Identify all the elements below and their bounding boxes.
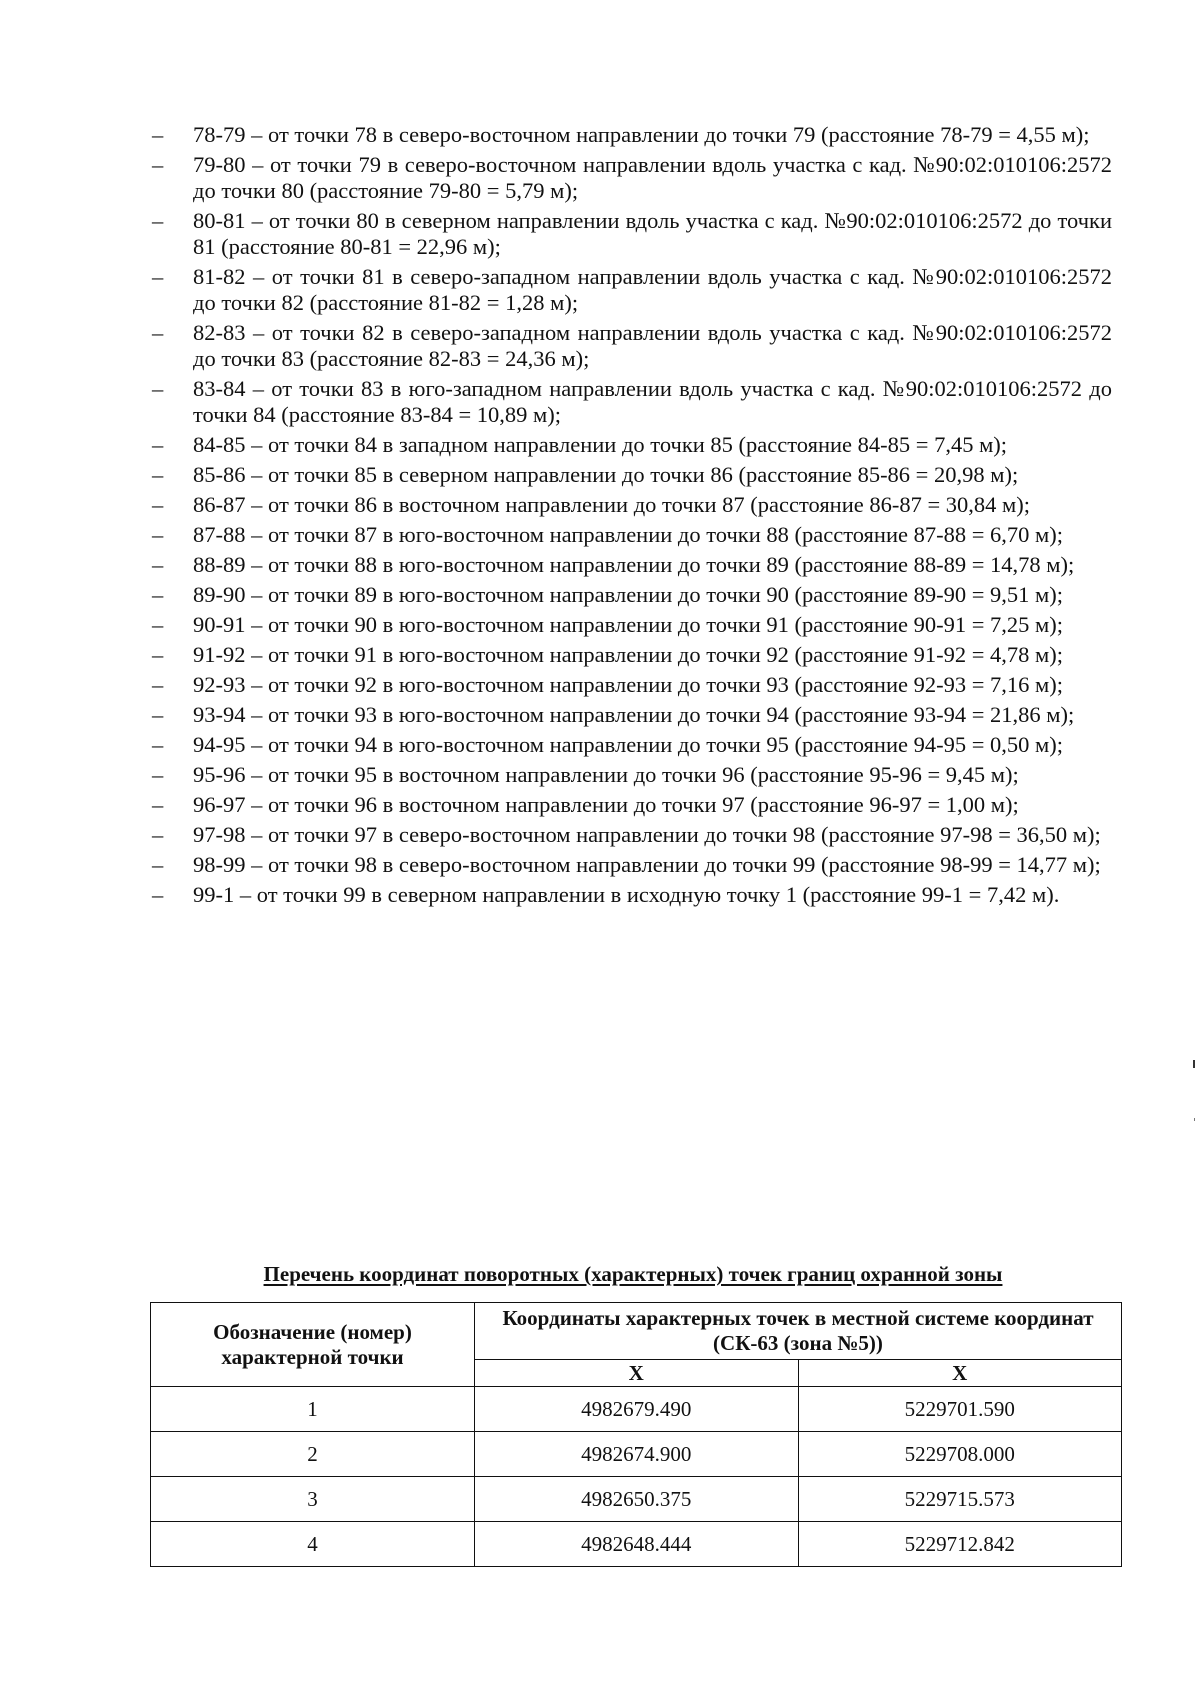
x2-coordinate-cell: 5229708.000 xyxy=(798,1432,1122,1477)
segment-item xyxy=(152,612,1112,638)
segment-text: 82-83 – от точки 82 в северо-западном направлении вдоль участка с кад. №90:02:010106:2572 до точки 83 (расстояние 82-83 = 24,36 м); xyxy=(193,320,1112,371)
list-dash: – xyxy=(152,462,164,487)
segment-text: 79-80 – от точки 79 в северо-восточном направлении вдоль участка с кад. №90:02:010106:2572 до точки 80 (расстояние 79-80 = 5,79 м); xyxy=(193,152,1112,203)
table-row xyxy=(151,1477,1122,1522)
list-dash: – xyxy=(152,822,164,847)
list-dash: – xyxy=(152,582,164,607)
point-number-cell: 1 xyxy=(151,1387,475,1432)
segment-item xyxy=(152,462,1112,488)
table-row xyxy=(151,1432,1122,1477)
header-point-number: Обозначение (номер) характерной точки xyxy=(151,1303,475,1387)
segment-text: 84-85 – от точки 84 в западном направлении до точки 85 (расстояние 84-85 = 7,45 м); xyxy=(193,432,1008,457)
list-dash: – xyxy=(152,792,164,817)
segment-item xyxy=(152,522,1112,548)
coordinates-table xyxy=(150,1302,1122,1567)
header-x-column: X xyxy=(475,1360,799,1387)
segment-text: 99-1 – от точки 99 в северном направлении в исходную точку 1 (расстояние 99-1 = 7,42 м). xyxy=(193,882,1060,907)
list-dash: – xyxy=(152,612,164,637)
list-dash: – xyxy=(152,264,164,289)
list-dash: – xyxy=(152,432,164,457)
segment-item xyxy=(152,582,1112,608)
point-number-cell: 3 xyxy=(151,1477,475,1522)
point-number-cell: 4 xyxy=(151,1522,475,1567)
header-coordinates: Координаты характерных точек в местной системе координат (СК-63 (зона №5)) xyxy=(475,1303,1122,1360)
list-dash: – xyxy=(152,702,164,727)
segment-text: 83-84 – от точки 83 в юго-западном направлении вдоль участка с кад. №90:02:010106:2572 до точки 84 (расстояние 83-84 = 10,89 м); xyxy=(193,376,1112,427)
x-coordinate-cell: 4982648.444 xyxy=(475,1522,799,1567)
segment-item xyxy=(152,152,1112,204)
list-dash: – xyxy=(152,492,164,517)
x2-coordinate-cell: 5229701.590 xyxy=(798,1387,1122,1432)
segment-item xyxy=(152,822,1112,848)
list-dash: – xyxy=(152,152,164,177)
segment-text: 85-86 – от точки 85 в северном направлении до точки 86 (расстояние 85-86 = 20,98 м); xyxy=(193,462,1019,487)
segment-item xyxy=(152,792,1112,818)
segment-item xyxy=(152,208,1112,260)
point-number-cell: 2 xyxy=(151,1432,475,1477)
segment-item xyxy=(152,376,1112,428)
segment-item xyxy=(152,762,1112,788)
list-dash: – xyxy=(152,208,164,233)
x-coordinate-cell: 4982674.900 xyxy=(475,1432,799,1477)
segment-text: 86-87 – от точки 86 в восточном направлении до точки 87 (расстояние 86-87 = 30,84 м); xyxy=(193,492,1031,517)
segment-text: 89-90 – от точки 89 в юго-восточном направлении до точки 90 (расстояние 89-90 = 9,51 м); xyxy=(193,582,1064,607)
segment-text: 94-95 – от точки 94 в юго-восточном направлении до точки 95 (расстояние 94-95 = 0,50 м); xyxy=(193,732,1064,757)
x2-coordinate-cell: 5229712.842 xyxy=(798,1522,1122,1567)
segment-text: 81-82 – от точки 81 в северо-западном направлении вдоль участка с кад. №90:02:010106:2572 до точки 82 (расстояние 81-82 = 1,28 м); xyxy=(193,264,1112,315)
segment-item xyxy=(152,432,1112,458)
segment-item xyxy=(152,672,1112,698)
segment-item xyxy=(152,732,1112,758)
table-title: Перечень координат поворотных (характерных) точек границ охранной зоны xyxy=(263,1262,1003,1286)
segment-item xyxy=(152,552,1112,578)
segment-text: 97-98 – от точки 97 в северо-восточном направлении до точки 98 (расстояние 97-98 = 36,50 м); xyxy=(193,822,1101,847)
segment-item xyxy=(152,320,1112,372)
segment-text: 98-99 – от точки 98 в северо-восточном направлении до точки 99 (расстояние 98-99 = 14,77 м); xyxy=(193,852,1101,877)
list-dash: – xyxy=(152,732,164,757)
x2-coordinate-cell: 5229715.573 xyxy=(798,1477,1122,1522)
segment-text: 93-94 – от точки 93 в юго-восточном направлении до точки 94 (расстояние 93-94 = 21,86 м); xyxy=(193,702,1075,727)
segment-text: 92-93 – от точки 92 в юго-восточном направлении до точки 93 (расстояние 92-93 = 7,16 м); xyxy=(193,672,1064,697)
x-coordinate-cell: 4982650.375 xyxy=(475,1477,799,1522)
segment-item xyxy=(152,852,1112,878)
list-dash: – xyxy=(152,376,164,401)
segment-text: 78-79 – от точки 78 в северо-восточном направлении до точки 79 (расстояние 78-79 = 4,55 м); xyxy=(193,122,1090,147)
list-dash: – xyxy=(152,762,164,787)
scan-artifact-mark xyxy=(1194,1118,1195,1121)
segment-item xyxy=(152,642,1112,668)
segment-item xyxy=(152,882,1112,908)
table-row xyxy=(151,1387,1122,1432)
segment-item xyxy=(152,122,1112,148)
segment-text: 80-81 – от точки 80 в северном направлении вдоль участка с кад. №90:02:010106:2572 до точки 81 (расстояние 80-81 = 22,96 м); xyxy=(193,208,1112,259)
list-dash: – xyxy=(152,320,164,345)
list-dash: – xyxy=(152,672,164,697)
segment-item xyxy=(152,702,1112,728)
segment-item xyxy=(152,492,1112,518)
segment-text: 91-92 – от точки 91 в юго-восточном направлении до точки 92 (расстояние 91-92 = 4,78 м); xyxy=(193,642,1064,667)
segment-text: 90-91 – от точки 90 в юго-восточном направлении до точки 91 (расстояние 90-91 = 7,25 м); xyxy=(193,612,1064,637)
list-dash: – xyxy=(152,642,164,667)
list-dash: – xyxy=(152,882,164,907)
table-row xyxy=(151,1522,1122,1567)
list-dash: – xyxy=(152,122,164,147)
segment-item xyxy=(152,264,1112,316)
table-header-row xyxy=(151,1303,1122,1360)
boundary-segment-list xyxy=(152,122,1112,912)
list-dash: – xyxy=(152,552,164,577)
list-dash: – xyxy=(152,852,164,877)
segment-text: 88-89 – от точки 88 в юго-восточном направлении до точки 89 (расстояние 88-89 = 14,78 м); xyxy=(193,552,1075,577)
scan-artifact-mark xyxy=(1193,1060,1195,1068)
segment-text: 96-97 – от точки 96 в восточном направлении до точки 97 (расстояние 96-97 = 1,00 м); xyxy=(193,792,1019,817)
x-coordinate-cell: 4982679.490 xyxy=(475,1387,799,1432)
segment-text: 87-88 – от точки 87 в юго-восточном направлении до точки 88 (расстояние 87-88 = 6,70 м); xyxy=(193,522,1064,547)
list-dash: – xyxy=(152,522,164,547)
segment-text: 95-96 – от точки 95 в восточном направлении до точки 96 (расстояние 95-96 = 9,45 м); xyxy=(193,762,1019,787)
header-x2-column: X xyxy=(798,1360,1122,1387)
